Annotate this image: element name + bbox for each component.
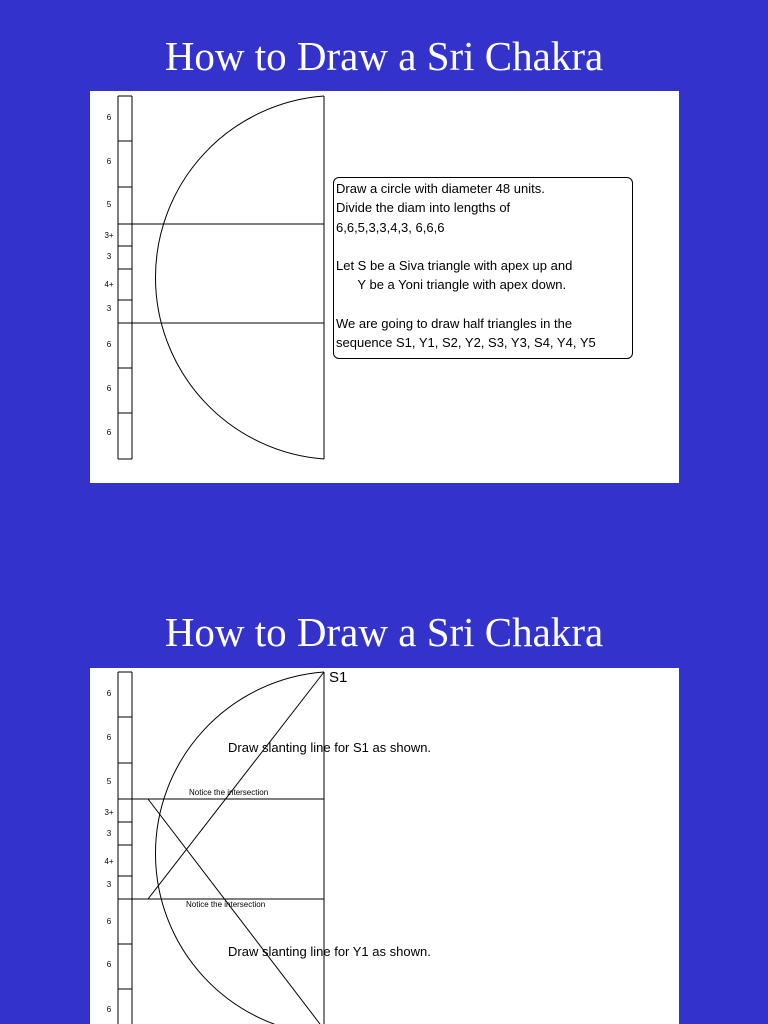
tick-label: 3+ <box>104 231 114 240</box>
tick-label: 3 <box>106 252 112 261</box>
s1-slanting-line <box>148 672 324 899</box>
tick-label: 6 <box>106 1005 112 1014</box>
tick-label: 3+ <box>104 808 114 817</box>
instruction-line <box>336 237 632 256</box>
tick-label: 6 <box>106 157 112 166</box>
slide-title: How to Draw a Sri Chakra <box>164 609 604 655</box>
tick-label: 6 <box>106 384 112 393</box>
tick-label: 6 <box>106 917 112 926</box>
intersection-note: Notice the intersection <box>186 900 266 909</box>
instruction-line <box>336 295 632 314</box>
diagram-panel <box>90 91 679 483</box>
instruction-line: Draw a circle with diameter 48 units. <box>336 181 545 196</box>
semicircle-arc <box>155 672 324 1024</box>
semicircle-arc <box>155 96 324 459</box>
diagram-panel <box>90 668 679 1024</box>
instruction-line: 6,6,5,3,3,4,3, 6,6,6 <box>336 219 445 235</box>
tick-label: 4+ <box>104 280 114 289</box>
tick-label: 6 <box>106 340 112 349</box>
tick-label: 6 <box>106 113 112 122</box>
slide-title: How to Draw a Sri Chakra <box>164 33 604 79</box>
instruction-line: Divide the diam into lengths of <box>336 200 511 216</box>
tick-label: 6 <box>106 960 112 969</box>
s1-instruction: Draw slanting line for S1 as shown. <box>228 740 432 755</box>
y1-instruction: Draw slanting line for Y1 as shown. <box>228 944 431 959</box>
tick-label: 5 <box>106 777 112 786</box>
tick-label: 3 <box>106 304 112 313</box>
instruction-line: sequence S1, Y1, S2, Y2, S3, Y3, S4, Y4, Y5 <box>336 335 596 351</box>
tick-label: 3 <box>106 829 112 838</box>
construction-diagram <box>90 668 679 1024</box>
tick-label: 6 <box>106 733 112 742</box>
y1-slanting-line <box>148 799 320 1024</box>
instruction-line: We are going to draw half triangles in the <box>336 316 573 332</box>
instruction-line: Y be a Yoni triangle with apex down. <box>336 277 567 293</box>
instruction-line: Let S be a Siva triangle with apex up and <box>336 258 573 274</box>
intersection-note: Notice the intersection <box>189 788 269 797</box>
tick-label: 5 <box>106 200 112 209</box>
tick-label: 6 <box>106 689 112 698</box>
tick-label: 4+ <box>104 857 114 866</box>
tick-label: 3 <box>106 880 112 889</box>
tick-label: 6 <box>106 428 112 437</box>
s1-label: S1 <box>329 669 348 686</box>
instruction-box <box>333 177 633 359</box>
